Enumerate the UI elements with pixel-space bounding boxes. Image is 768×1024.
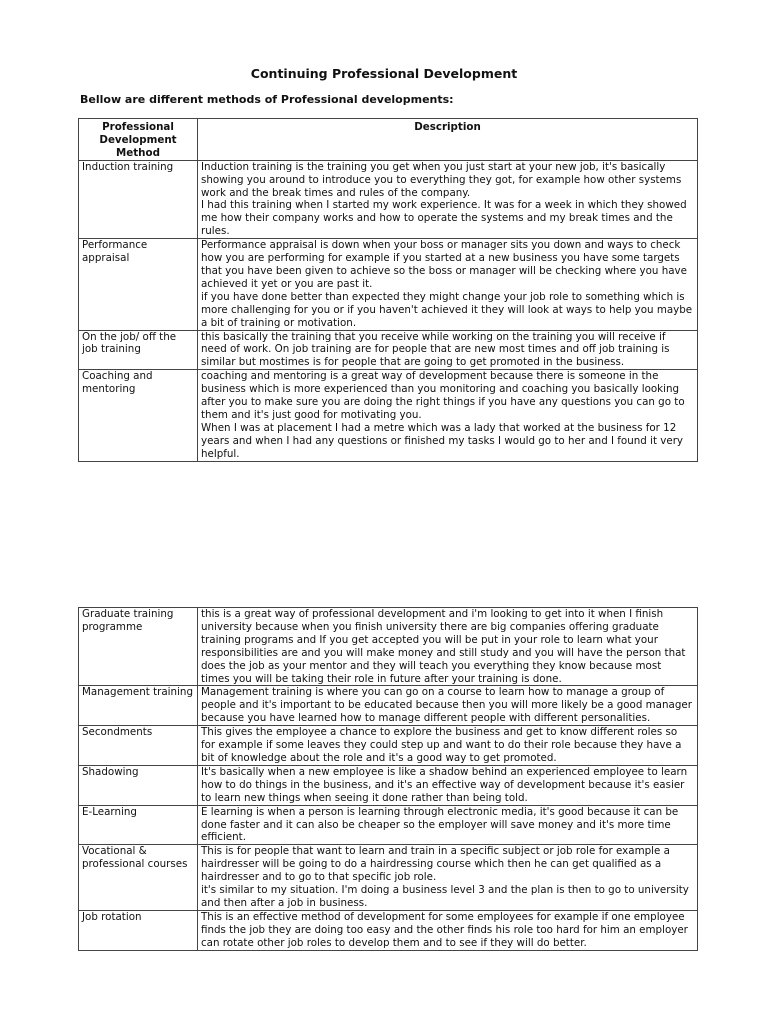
description-cell: E learning is when a person is learning through electronic media, it's good because it can be done faster and it can also be cheaper so the employer will save money and it's more time efficient. <box>198 805 698 845</box>
header-method: Professional Development Method <box>79 119 198 161</box>
methods-table-1 <box>78 118 698 462</box>
table-row <box>79 910 698 950</box>
table-row <box>79 160 698 238</box>
description-cell: This is for people that want to learn and train in a specific subject or job role for example a hairdresser will be going to do a hairdressing course which then he can get qualified as a hairdresser and to go to that specific job role. it's similar to my situation. I'm doing a business level 3 and the plan is then to go to university and then after a job in business. <box>198 845 698 911</box>
description-cell: It's basically when a new employee is like a shadow behind an experienced employee to learn how to do things in the business, and it's an effective way of development because it's easier to learn new things when seeing it done rather than being told. <box>198 765 698 805</box>
table-row <box>79 845 698 911</box>
description-cell: Performance appraisal is down when your boss or manager sits you down and ways to check how you are performing for example if you started at a new business you have some targets that you have been given to achieve so the boss or manager will be checking where you have achieved it yet or you are past it. if you have done better than expected they might change your job role to something which is more challenging for you or if you haven't achieved it they will look at ways to help you maybe a bit of training or motivation. <box>198 239 698 330</box>
table-header-row <box>79 119 698 161</box>
method-cell: Job rotation <box>79 910 198 950</box>
method-cell: Coaching and mentoring <box>79 370 198 461</box>
description-cell: this basically the training that you receive while working on the training you will receive if need of work. On job training are for people that are new most times and off job training is similar but mostimes is for people that are going to get promoted in the business. <box>198 330 698 370</box>
table-row <box>79 726 698 766</box>
table-row <box>79 765 698 805</box>
description-cell: This is an effective method of development for some employees for example if one employee finds the job they are doing too easy and the other finds his role too hard for him an employer can rotate other job roles to develop them and to see if they will do better. <box>198 910 698 950</box>
method-cell: On the job/ off the job training <box>79 330 198 370</box>
table-row <box>79 330 698 370</box>
table-row <box>79 370 698 461</box>
method-cell: Secondments <box>79 726 198 766</box>
methods-table-2 <box>78 607 698 951</box>
table-row <box>79 239 698 330</box>
method-cell: Graduate training programme <box>79 608 198 686</box>
header-description: Description <box>198 119 698 161</box>
method-cell: Induction training <box>79 160 198 238</box>
method-cell: Management training <box>79 686 198 726</box>
table-row <box>79 686 698 726</box>
table-row <box>79 805 698 845</box>
description-cell: coaching and mentoring is a great way of development because there is someone in the business which is more experienced than you monitoring and coaching you basically looking after you to make sure you are doing the right things if you have any questions you can go to them and it's just good for motivating you. When I was at placement I had a metre which was a lady that worked at the business for 12 years and when I had any questions or finished my tasks I would go to her and I found it very helpful. <box>198 370 698 461</box>
description-cell: this is a great way of professional development and i'm looking to get into it when I finish university because when you finish university there are big companies offering graduate training programs and If you get accepted you will be put in your role to learn what your responsibilities are and you will make money and still study and you will have the person that does the job as your mentor and they will teach you everything they know because most times you will be taking their role in future after your training is done. <box>198 608 698 686</box>
description-cell: Induction training is the training you get when you just start at your new job, it's basically showing you around to introduce you to everything they got, for example how other systems work and the break times and rules of the company. I had this training when I started my work experience. It was for a week in which they showed me how their company works and how to operate the systems and my break times and the rules. <box>198 160 698 238</box>
method-cell: Shadowing <box>79 765 198 805</box>
method-cell: Vocational & professional courses <box>79 845 198 911</box>
intro-text: Bellow are different methods of Professional developments: <box>80 93 454 106</box>
method-cell: Performance appraisal <box>79 239 198 330</box>
table-row <box>79 608 698 686</box>
document-title: Continuing Professional Development <box>250 66 518 81</box>
description-cell: Management training is where you can go on a course to learn how to manage a group of people and it's important to be educated because then you will more likely be a good manager because you have learned how to manage different people with different personalities. <box>198 686 698 726</box>
description-cell: This gives the employee a chance to explore the business and get to know different roles so for example if some leaves they could step up and want to do their role because they have a bit of knowledge about the role and it's a good way to get promoted. <box>198 726 698 766</box>
method-cell: E-Learning <box>79 805 198 845</box>
